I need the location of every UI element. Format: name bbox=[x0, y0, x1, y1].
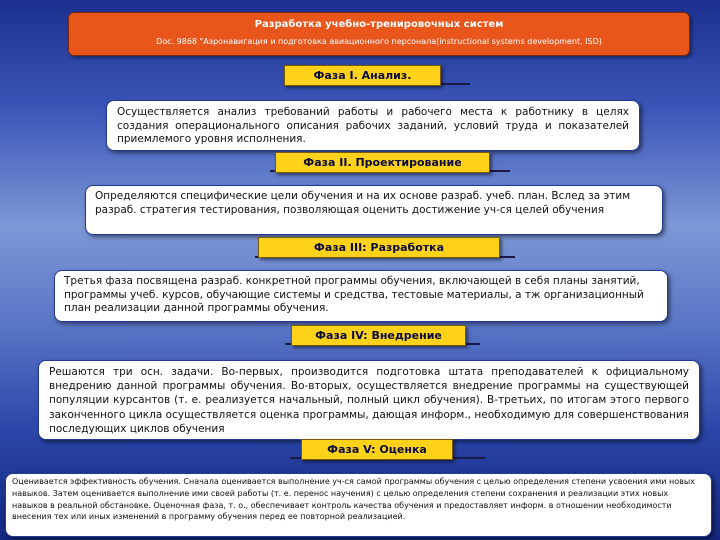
subtitle-text: Doc. 9868 "Аэронавигация и подготовка авиационного персонала(instructional systems development, ISD) bbox=[156, 37, 602, 46]
phase-5-description: Оценивается эффективность обучения. Сначала оценивается выполнение уч-ся самой программы обучения с целью определения степени усвоения ими новых навыков. Затем оценивается выполнение ими своей работы (т. е. перенос научения) с целью определения степени сохранения и реализации этих новых навыков в реальной обстановке. Оценочная фаза, т. о., обеспечивает контроль качества обучения и предоставляет информ. в отношении необходимости внесения тех или иных изменений в программу обучения перед ее повторной реализацией. bbox=[5, 473, 712, 537]
title-banner bbox=[68, 12, 690, 56]
phase-2-label: Фаза II. Проектирование bbox=[275, 152, 490, 173]
title-text: Разработка учебно-тренировочных систем bbox=[254, 19, 504, 30]
phase-5-label: Фаза V: Оценка bbox=[301, 439, 453, 460]
phase-2-description: Определяются специфические цели обучения и на их основе разраб. учеб. план. Вслед за этим разраб. стратегия тестирования, позволяющая оценить достижение уч-ся целей обучения bbox=[85, 185, 663, 235]
phase-3-label: Фаза III: Разработка bbox=[258, 237, 500, 258]
phase-1-description: Осуществляется анализ требований работы и рабочего места к работнику в целях создания операционального описания рабочих заданий, условий труда и показателей приемлемого уровня исполнения. bbox=[106, 100, 640, 151]
phase-4-label: Фаза IV: Внедрение bbox=[291, 325, 466, 346]
phase-4-description: Решаются три осн. задачи. Во-первых, производится подготовка штата преподавателей к официальному внедрению данной программы обучения. Во-вторых, осуществляется внедрение программы на существующей популяции курсантов (т. е. реализуется начальный, полный цикл обучения). В-третьих, по итогам этого первого законченного цикла осуществляется оценка программы, дающая информ., необходимую для совершенствования последующих циклов обучения bbox=[38, 360, 700, 440]
phase-1-label: Фаза I. Анализ. bbox=[284, 65, 441, 86]
phase-3-description: Третья фаза посвящена разраб. конкретной программы обучения, включающей в себя планы занятий, программы учеб. курсов, обучающие системы и средства, тестовые материалы, а тж организационный план реализации данной программы обучения. bbox=[54, 270, 668, 322]
